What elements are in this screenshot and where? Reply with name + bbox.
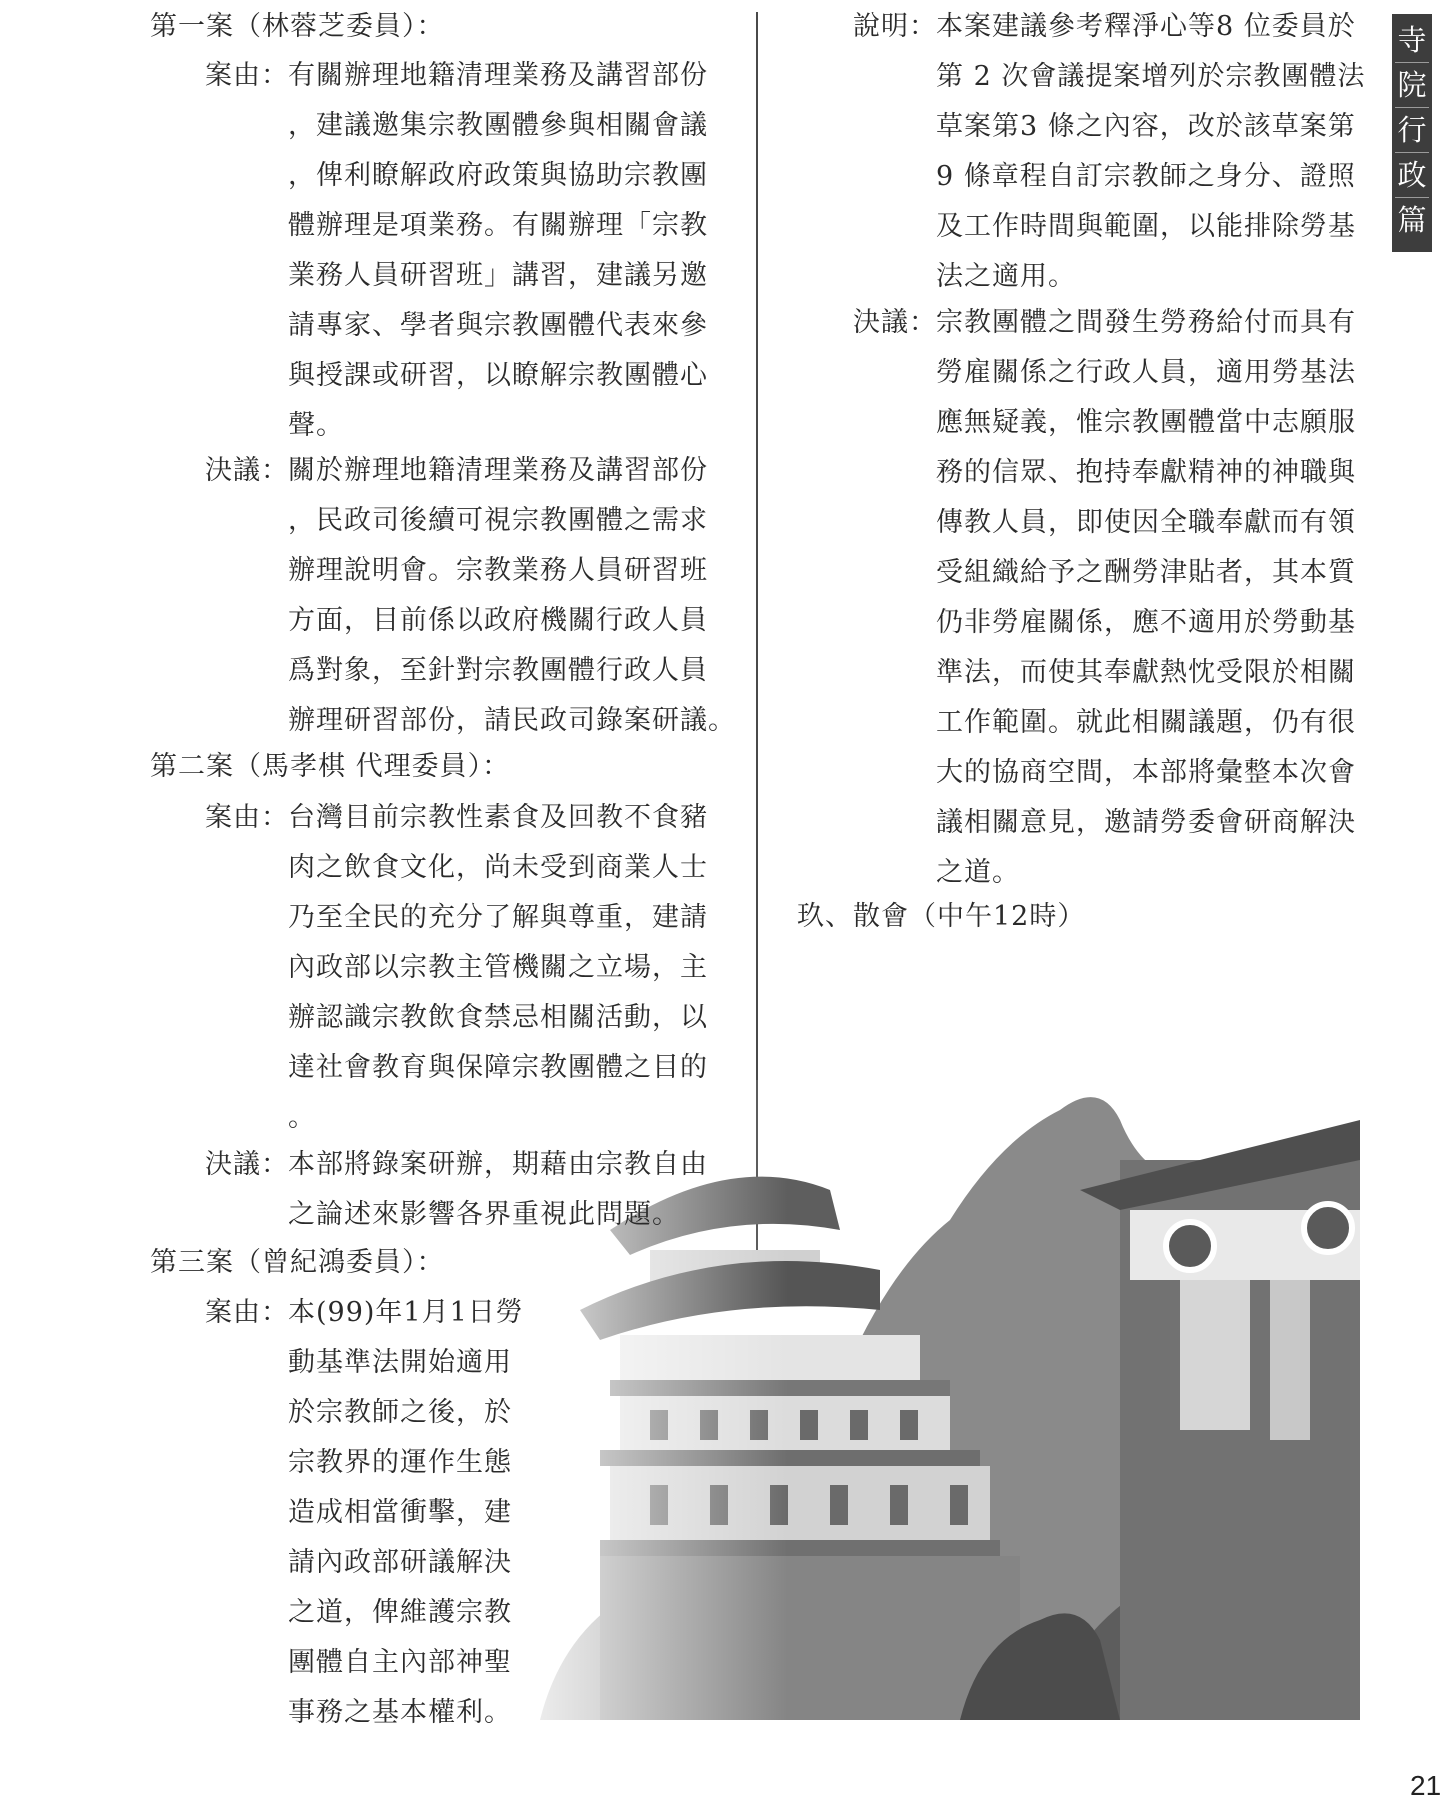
text-line: 勞雇關係之行政人員，適用勞基法 [936, 357, 1356, 388]
resolution-label: 決議： [205, 1149, 289, 1180]
side-tab-char: 篇 [1397, 203, 1427, 237]
text-line: 之道。 [936, 857, 1020, 888]
text-line: 肉之飲食文化，尚未受到商業人士 [288, 852, 708, 883]
text-line: 工作範圍。就此相關議題，仍有很 [936, 707, 1356, 738]
text-line: 辦理說明會。宗教業務人員研習班 [288, 555, 708, 586]
text-line: ，建議邀集宗教團體參與相關會議 [288, 110, 708, 141]
text-line: 大的協商空間，本部將彙整本次會 [936, 757, 1356, 788]
text-line: 有關辦理地籍清理業務及講習部份 [288, 60, 708, 91]
text-line: 務的信眾、抱持奉獻精神的神職與 [936, 457, 1356, 488]
text-line: 本(99)年1月1日勞 [288, 1297, 524, 1328]
text-line: 之論述來影響各界重視此問題。 [288, 1199, 680, 1230]
text-line: 草案第3 條之內容，改於該草案第 [936, 111, 1356, 142]
text-line: 台灣目前宗教性素食及回教不食豬 [288, 802, 708, 833]
reason-label: 案由： [205, 802, 289, 833]
text-line: 本案建議參考釋淨心等8 位委員於 [936, 11, 1356, 42]
text-line: ，民政司後續可視宗教團體之需求 [288, 505, 708, 536]
text-line: 傳教人員，即使因全職奉獻而有領 [936, 507, 1356, 538]
section-side-tab [1392, 14, 1432, 252]
text-line: 及工作時間與範圍，以能排除勞基 [936, 211, 1356, 242]
resolution-label: 決議： [205, 455, 289, 486]
side-tab-char: 院 [1395, 63, 1429, 108]
text-line: 請專家、學者與宗教團體代表來參 [288, 310, 708, 341]
text-line: 請內政部研議解決 [288, 1547, 512, 1578]
adjourn-heading: 玖、散會（中午12時） [797, 901, 1086, 932]
text-line: 議相關意見，邀請勞委會研商解決 [936, 807, 1356, 838]
text-line: 關於辦理地籍清理業務及講習部份 [288, 455, 708, 486]
text-line: 。 [288, 1102, 316, 1133]
text-line: 宗教團體之間發生勞務給付而具有 [936, 307, 1356, 338]
text-line: 內政部以宗教主管機關之立場，主 [288, 952, 708, 983]
reason-label: 案由： [205, 60, 289, 91]
text-line: 本部將錄案研辦，期藉由宗教自由 [288, 1149, 708, 1180]
text-line: 爲對象，至針對宗教團體行政人員 [288, 655, 708, 686]
text-line: 辦認識宗教飲食禁忌相關活動，以 [288, 1002, 708, 1033]
text-line: 造成相當衝擊，建 [288, 1497, 512, 1528]
resolution-label: 決議： [853, 307, 937, 338]
text-line: 團體自主內部神聖 [288, 1647, 512, 1678]
text-line: 辦理研習部份，請民政司錄案研議。 [288, 705, 736, 736]
text-line: 受組織給予之酬勞津貼者，其本質 [936, 557, 1356, 588]
case3-title: 第三案（曾紀鴻委員）： [150, 1247, 445, 1278]
reason-label: 案由： [205, 1297, 289, 1328]
side-tab-char: 寺 [1395, 18, 1429, 63]
text-line: 第 2 次會議提案增列於宗教團體法 [936, 61, 1366, 92]
side-tab-char: 政 [1395, 153, 1429, 198]
text-line: 體辦理是項業務。有關辦理「宗教 [288, 210, 708, 241]
text-line: 方面，目前係以政府機關行政人員 [288, 605, 708, 636]
text-line: 宗教界的運作生態 [288, 1447, 512, 1478]
text-line: 與授課或研習，以瞭解宗教團體心 [288, 360, 708, 391]
text-line: 乃至全民的充分了解與尊重，建請 [288, 902, 708, 933]
page-number: 21 [1410, 1770, 1442, 1801]
explanation-label: 說明： [853, 11, 937, 42]
text-line: ，俾利瞭解政府政策與協助宗教團 [288, 160, 708, 191]
text-line: 聲。 [288, 410, 344, 441]
text-line: 法之適用。 [936, 261, 1076, 292]
text-line: 準法，而使其奉獻熱忱受限於相關 [936, 657, 1356, 688]
text-line: 達社會教育與保障宗教團體之目的 [288, 1052, 708, 1083]
case2-title: 第二案（馬孝棋 代理委員）： [150, 751, 511, 782]
text-line: 仍非勞雇關係，應不適用於勞動基 [936, 607, 1356, 638]
case1-title: 第一案（林蓉芝委員）： [150, 11, 445, 42]
text-line: 9 條章程自訂宗教師之身分、證照 [936, 161, 1356, 192]
text-line: 動基準法開始適用 [288, 1347, 512, 1378]
text-line: 之道，俾維護宗教 [288, 1597, 512, 1628]
text-line: 業務人員研習班」講習，建議另邀 [288, 260, 708, 291]
text-line: 於宗教師之後，於 [288, 1397, 512, 1428]
text-line: 事務之基本權利。 [288, 1697, 512, 1728]
side-tab-char: 行 [1395, 108, 1429, 153]
text-line: 應無疑義，惟宗教團體當中志願服 [936, 407, 1356, 438]
